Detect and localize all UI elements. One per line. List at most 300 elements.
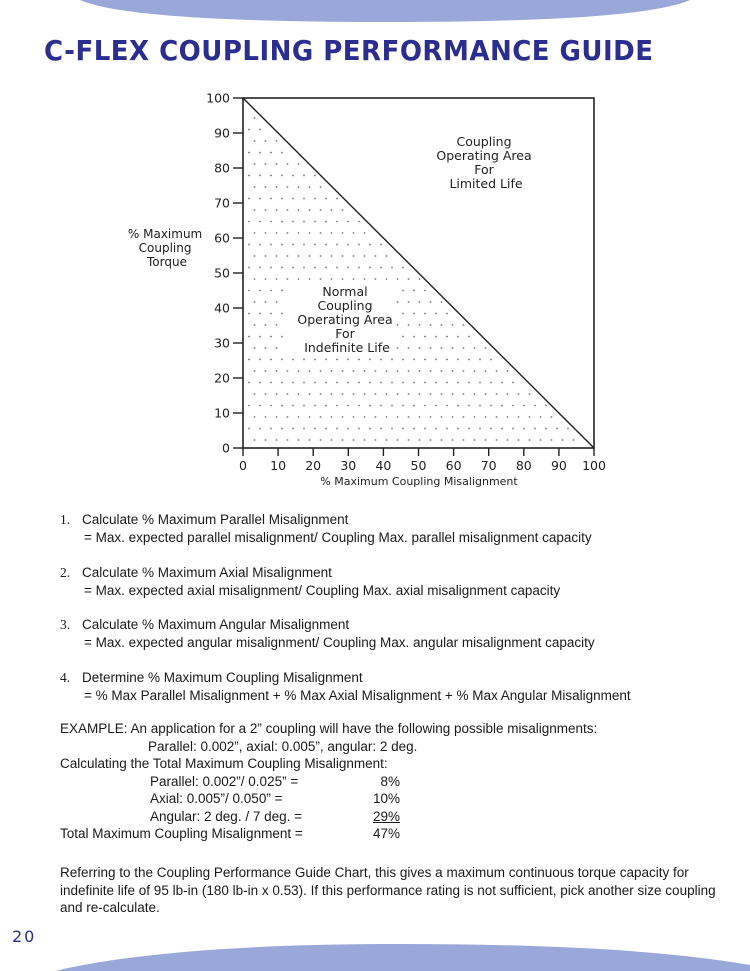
fill-dot bbox=[441, 324, 443, 326]
fill-dot bbox=[276, 301, 278, 303]
fill-dot bbox=[248, 359, 250, 361]
fill-dot bbox=[446, 382, 448, 384]
fill-dot bbox=[375, 416, 377, 418]
fill-dot bbox=[309, 255, 311, 257]
fill-dot bbox=[353, 255, 355, 257]
fill-dot bbox=[485, 439, 487, 441]
fill-dot bbox=[320, 232, 322, 234]
fill-dot bbox=[265, 347, 267, 349]
fill-dot bbox=[512, 382, 514, 384]
fill-dot bbox=[468, 336, 470, 338]
fill-dot bbox=[446, 359, 448, 361]
fill-dot bbox=[342, 255, 344, 257]
fill-dot bbox=[254, 324, 256, 326]
fill-dot bbox=[331, 255, 333, 257]
fill-dot bbox=[430, 416, 432, 418]
calc-row bbox=[60, 773, 730, 791]
y-tick-label: 60 bbox=[214, 230, 230, 246]
fill-dot bbox=[298, 393, 300, 395]
fill-dot bbox=[265, 163, 267, 165]
fill-dot bbox=[320, 416, 322, 418]
fill-dot bbox=[298, 439, 300, 441]
step-heading: Calculate % Maximum Parallel Misalignment bbox=[82, 512, 349, 527]
calc-value: 10% bbox=[372, 791, 400, 806]
fill-dot bbox=[441, 301, 443, 303]
fill-dot bbox=[485, 370, 487, 372]
fill-dot bbox=[320, 393, 322, 395]
fill-dot bbox=[386, 393, 388, 395]
fill-dot bbox=[446, 405, 448, 407]
fill-dot bbox=[298, 255, 300, 257]
fill-dot bbox=[468, 359, 470, 361]
fill-dot bbox=[474, 347, 476, 349]
fill-dot bbox=[419, 393, 421, 395]
fill-dot bbox=[369, 428, 371, 430]
page-title: C-FLEX COUPLING PERFORMANCE GUIDE bbox=[44, 34, 654, 67]
fill-dot bbox=[287, 439, 289, 441]
fill-dot bbox=[369, 359, 371, 361]
fill-dot bbox=[276, 140, 278, 142]
fill-dot bbox=[254, 278, 256, 280]
fill-dot bbox=[534, 405, 536, 407]
fill-dot bbox=[402, 382, 404, 384]
fill-dot bbox=[287, 186, 289, 188]
fill-dot bbox=[248, 405, 250, 407]
fill-dot bbox=[325, 267, 327, 269]
fill-dot bbox=[336, 198, 338, 200]
region-label-line: For bbox=[474, 162, 494, 177]
step-item bbox=[60, 616, 720, 652]
fill-dot bbox=[281, 428, 283, 430]
fill-dot bbox=[276, 232, 278, 234]
fill-dot bbox=[463, 439, 465, 441]
fill-dot bbox=[529, 416, 531, 418]
fill-dot bbox=[562, 439, 564, 441]
fill-dot bbox=[501, 382, 503, 384]
step-number: 4. bbox=[60, 669, 71, 685]
fill-dot bbox=[452, 370, 454, 372]
fill-dot bbox=[276, 255, 278, 257]
fill-dot bbox=[259, 313, 261, 315]
fill-dot bbox=[424, 382, 426, 384]
fill-dot bbox=[507, 370, 509, 372]
fill-dot bbox=[270, 336, 272, 338]
fill-dot bbox=[424, 313, 426, 315]
total-value: 47% bbox=[372, 826, 400, 841]
fill-dot bbox=[303, 428, 305, 430]
fill-dot bbox=[298, 416, 300, 418]
fill-dot bbox=[375, 439, 377, 441]
example-intro: EXAMPLE: An application for a 2” coupling will have the following possible misalignments: bbox=[60, 721, 598, 736]
fill-dot bbox=[281, 313, 283, 315]
fill-dot bbox=[292, 359, 294, 361]
closing-paragraph: Referring to the Coupling Performance Guide Chart, this gives a maximum continuous torque capacity for indefinite life of 95 lb-in (180 lb-in x 0.53). If this performance rating is not sufficient, pick another size coupling and re-calculate. bbox=[60, 865, 716, 915]
fill-dot bbox=[501, 428, 503, 430]
fill-dot bbox=[298, 370, 300, 372]
fill-dot bbox=[314, 267, 316, 269]
fill-dot bbox=[276, 209, 278, 211]
y-tick-label: 0 bbox=[222, 440, 230, 456]
fill-dot bbox=[254, 232, 256, 234]
fill-dot bbox=[413, 336, 415, 338]
fill-dot bbox=[281, 267, 283, 269]
fill-dot bbox=[325, 359, 327, 361]
fill-dot bbox=[523, 428, 525, 430]
fill-dot bbox=[259, 129, 261, 131]
fill-dot bbox=[347, 382, 349, 384]
calc-value: 8% bbox=[380, 773, 400, 789]
calc-row bbox=[60, 808, 730, 826]
fill-dot bbox=[303, 382, 305, 384]
fill-dot bbox=[342, 209, 344, 211]
fill-dot bbox=[496, 439, 498, 441]
fill-dot bbox=[358, 359, 360, 361]
x-tick-label: 70 bbox=[480, 458, 497, 473]
x-tick-label: 80 bbox=[515, 458, 532, 473]
y-axis bbox=[206, 91, 243, 456]
fill-dot bbox=[309, 416, 311, 418]
step-heading: Calculate % Maximum Axial Misalignment bbox=[82, 564, 332, 580]
fill-dot bbox=[314, 221, 316, 223]
fill-dot bbox=[254, 439, 256, 441]
fill-dot bbox=[391, 405, 393, 407]
fill-dot bbox=[386, 370, 388, 372]
fill-dot bbox=[259, 359, 261, 361]
indefinite-life-dot-fill bbox=[248, 117, 574, 441]
fill-dot bbox=[551, 439, 553, 441]
fill-dot bbox=[259, 405, 261, 407]
step-item bbox=[60, 564, 720, 600]
fill-dot bbox=[358, 382, 360, 384]
fill-dot bbox=[331, 232, 333, 234]
fill-dot bbox=[287, 232, 289, 234]
fill-dot bbox=[298, 186, 300, 188]
y-axis-label-line: Coupling bbox=[138, 241, 192, 255]
fill-dot bbox=[320, 209, 322, 211]
fill-dot bbox=[369, 244, 371, 246]
y-tick-label: 90 bbox=[214, 125, 230, 141]
fill-dot bbox=[270, 359, 272, 361]
fill-dot bbox=[298, 232, 300, 234]
fill-dot bbox=[441, 439, 443, 441]
fill-dot bbox=[287, 393, 289, 395]
fill-dot bbox=[298, 209, 300, 211]
fill-dot bbox=[380, 267, 382, 269]
fill-dot bbox=[452, 393, 454, 395]
fill-dot bbox=[529, 393, 531, 395]
fill-dot bbox=[490, 382, 492, 384]
fill-dot bbox=[259, 198, 261, 200]
fill-dot bbox=[391, 267, 393, 269]
fill-dot bbox=[276, 347, 278, 349]
fill-dot bbox=[391, 359, 393, 361]
x-tick-label: 30 bbox=[340, 458, 357, 473]
fill-dot bbox=[397, 301, 399, 303]
fill-dot bbox=[364, 232, 366, 234]
fill-dot bbox=[413, 428, 415, 430]
normal-area-label bbox=[297, 284, 396, 355]
fill-dot bbox=[248, 267, 250, 269]
fill-dot bbox=[287, 370, 289, 372]
fill-dot bbox=[424, 336, 426, 338]
fill-dot bbox=[419, 278, 421, 280]
fill-dot bbox=[292, 221, 294, 223]
example-given: Parallel: 0.002”, axial: 0.005”, angular: 2 deg. bbox=[148, 738, 418, 754]
example-given-row bbox=[60, 738, 730, 756]
fill-dot bbox=[452, 416, 454, 418]
fill-dot bbox=[276, 439, 278, 441]
fill-dot bbox=[259, 152, 261, 154]
fill-dot bbox=[336, 267, 338, 269]
y-tick-label: 50 bbox=[214, 265, 230, 281]
fill-dot bbox=[331, 393, 333, 395]
fill-dot bbox=[336, 428, 338, 430]
y-tick-label: 40 bbox=[214, 300, 230, 316]
fill-dot bbox=[463, 416, 465, 418]
fill-dot bbox=[512, 405, 514, 407]
fill-dot bbox=[303, 221, 305, 223]
step-formula: = Max. expected angular misalignment/ Coupling Max. angular misalignment capacity bbox=[84, 635, 595, 650]
fill-dot bbox=[512, 428, 514, 430]
fill-dot bbox=[408, 278, 410, 280]
region-label-line: Coupling bbox=[317, 298, 373, 313]
bottom-decorative-band bbox=[0, 941, 750, 971]
fill-dot bbox=[281, 175, 283, 177]
fill-dot bbox=[353, 393, 355, 395]
fill-dot bbox=[474, 416, 476, 418]
fill-dot bbox=[281, 336, 283, 338]
fill-dot bbox=[496, 370, 498, 372]
fill-dot bbox=[270, 382, 272, 384]
calc-heading: Calculating the Total Maximum Coupling Misalignment: bbox=[60, 756, 388, 771]
fill-dot bbox=[435, 382, 437, 384]
step-heading: Determine % Maximum Coupling Misalignment bbox=[82, 669, 363, 685]
fill-dot bbox=[441, 370, 443, 372]
fill-dot bbox=[397, 278, 399, 280]
fill-dot bbox=[309, 393, 311, 395]
fill-dot bbox=[292, 267, 294, 269]
fill-dot bbox=[408, 324, 410, 326]
fill-dot bbox=[342, 393, 344, 395]
fill-dot bbox=[545, 428, 547, 430]
fill-dot bbox=[259, 336, 261, 338]
fill-dot bbox=[457, 405, 459, 407]
fill-dot bbox=[265, 370, 267, 372]
fill-dot bbox=[507, 416, 509, 418]
fill-dot bbox=[303, 405, 305, 407]
fill-dot bbox=[254, 393, 256, 395]
fill-dot bbox=[441, 347, 443, 349]
fill-dot bbox=[254, 140, 256, 142]
step-number: 3. bbox=[60, 617, 71, 632]
fill-dot bbox=[265, 186, 267, 188]
fill-dot bbox=[424, 290, 426, 292]
fill-dot bbox=[309, 186, 311, 188]
fill-dot bbox=[419, 439, 421, 441]
fill-dot bbox=[353, 416, 355, 418]
fill-dot bbox=[485, 347, 487, 349]
fill-dot bbox=[270, 221, 272, 223]
x-tick-label: 20 bbox=[305, 458, 322, 473]
top-decorative-band bbox=[0, 0, 750, 24]
fill-dot bbox=[248, 290, 250, 292]
fill-dot bbox=[265, 278, 267, 280]
fill-dot bbox=[435, 405, 437, 407]
fill-dot bbox=[287, 163, 289, 165]
fill-dot bbox=[331, 439, 333, 441]
fill-dot bbox=[270, 428, 272, 430]
fill-dot bbox=[276, 163, 278, 165]
fill-dot bbox=[347, 428, 349, 430]
fill-dot bbox=[413, 290, 415, 292]
fill-dot bbox=[364, 439, 366, 441]
fill-dot bbox=[446, 336, 448, 338]
fill-dot bbox=[364, 393, 366, 395]
calc-value-cell bbox=[356, 808, 400, 826]
region-label-line: Normal bbox=[322, 284, 368, 299]
fill-dot bbox=[375, 255, 377, 257]
calc-label: Axial: 0.005”/ 0.050” = bbox=[150, 791, 283, 806]
fill-dot bbox=[446, 428, 448, 430]
fill-dot bbox=[386, 416, 388, 418]
fill-dot bbox=[397, 393, 399, 395]
fill-dot bbox=[380, 405, 382, 407]
fill-dot bbox=[320, 186, 322, 188]
fill-dot bbox=[259, 267, 261, 269]
fill-dot bbox=[270, 198, 272, 200]
fill-dot bbox=[518, 439, 520, 441]
step-item bbox=[60, 511, 720, 547]
fill-dot bbox=[485, 393, 487, 395]
fill-dot bbox=[265, 255, 267, 257]
fill-dot bbox=[276, 186, 278, 188]
fill-dot bbox=[386, 255, 388, 257]
fill-dot bbox=[309, 370, 311, 372]
fill-dot bbox=[248, 428, 250, 430]
fill-dot bbox=[468, 382, 470, 384]
fill-dot bbox=[254, 117, 256, 119]
fill-dot bbox=[402, 313, 404, 315]
fill-dot bbox=[248, 221, 250, 223]
x-tick-label: 10 bbox=[270, 458, 287, 473]
fill-dot bbox=[276, 416, 278, 418]
fill-dot bbox=[452, 324, 454, 326]
fill-dot bbox=[303, 175, 305, 177]
fill-dot bbox=[479, 359, 481, 361]
fill-dot bbox=[424, 428, 426, 430]
fill-dot bbox=[430, 347, 432, 349]
fill-dot bbox=[490, 359, 492, 361]
region-label-line: Limited Life bbox=[449, 176, 523, 191]
fill-dot bbox=[397, 347, 399, 349]
page-number: 20 bbox=[12, 927, 37, 946]
worked-example bbox=[60, 720, 730, 843]
fill-dot bbox=[281, 382, 283, 384]
fill-dot bbox=[265, 301, 267, 303]
fill-dot bbox=[380, 244, 382, 246]
x-tick-label: 100 bbox=[582, 458, 606, 473]
fill-dot bbox=[441, 416, 443, 418]
fill-dot bbox=[463, 370, 465, 372]
step-formula: = % Max Parallel Misalignment + % Max Axial Misalignment + % Max Angular Misalignment bbox=[84, 687, 631, 703]
fill-dot bbox=[281, 152, 283, 154]
fill-dot bbox=[303, 359, 305, 361]
calc-label: Angular: 2 deg. / 7 deg. = bbox=[150, 808, 302, 824]
fill-dot bbox=[248, 198, 250, 200]
y-tick-label: 100 bbox=[206, 90, 230, 106]
fill-dot bbox=[468, 428, 470, 430]
fill-dot bbox=[265, 393, 267, 395]
fill-dot bbox=[490, 405, 492, 407]
fill-dot bbox=[402, 405, 404, 407]
fill-dot bbox=[336, 244, 338, 246]
fill-dot bbox=[309, 278, 311, 280]
fill-dot bbox=[303, 244, 305, 246]
fill-dot bbox=[369, 382, 371, 384]
fill-dot bbox=[248, 313, 250, 315]
fill-dot bbox=[452, 347, 454, 349]
fill-dot bbox=[358, 428, 360, 430]
fill-dot bbox=[369, 267, 371, 269]
fill-dot bbox=[545, 405, 547, 407]
fill-dot bbox=[463, 347, 465, 349]
fill-dot bbox=[402, 428, 404, 430]
y-tick-label: 80 bbox=[214, 160, 230, 176]
fill-dot bbox=[320, 278, 322, 280]
fill-dot bbox=[342, 416, 344, 418]
fill-dot bbox=[325, 221, 327, 223]
fill-dot bbox=[347, 359, 349, 361]
fill-dot bbox=[507, 439, 509, 441]
fill-dot bbox=[479, 428, 481, 430]
fill-dot bbox=[408, 393, 410, 395]
fill-dot bbox=[457, 382, 459, 384]
fill-dot bbox=[380, 428, 382, 430]
total-label: Total Maximum Coupling Misalignment = bbox=[60, 826, 303, 841]
fill-dot bbox=[435, 336, 437, 338]
fill-dot bbox=[347, 244, 349, 246]
fill-dot bbox=[281, 359, 283, 361]
fill-dot bbox=[292, 198, 294, 200]
fill-dot bbox=[364, 255, 366, 257]
fill-dot bbox=[336, 382, 338, 384]
fill-dot bbox=[248, 382, 250, 384]
fill-dot bbox=[248, 175, 250, 177]
fill-dot bbox=[254, 186, 256, 188]
fill-dot bbox=[402, 359, 404, 361]
fill-dot bbox=[446, 313, 448, 315]
fill-dot bbox=[265, 232, 267, 234]
fill-dot bbox=[419, 416, 421, 418]
fill-dot bbox=[270, 244, 272, 246]
fill-dot bbox=[309, 209, 311, 211]
fill-dot bbox=[485, 416, 487, 418]
fill-dot bbox=[259, 175, 261, 177]
region-label-line: Coupling bbox=[456, 134, 512, 149]
step-formula: = Max. expected axial misalignment/ Coupling Max. axial misalignment capacity bbox=[84, 582, 561, 598]
fill-dot bbox=[468, 405, 470, 407]
fill-dot bbox=[567, 428, 569, 430]
fill-dot bbox=[369, 405, 371, 407]
fill-dot bbox=[259, 244, 261, 246]
fill-dot bbox=[397, 416, 399, 418]
fill-dot bbox=[501, 405, 503, 407]
fill-dot bbox=[430, 301, 432, 303]
fill-dot bbox=[490, 428, 492, 430]
fill-dot bbox=[281, 405, 283, 407]
fill-dot bbox=[336, 405, 338, 407]
fill-dot bbox=[265, 439, 267, 441]
